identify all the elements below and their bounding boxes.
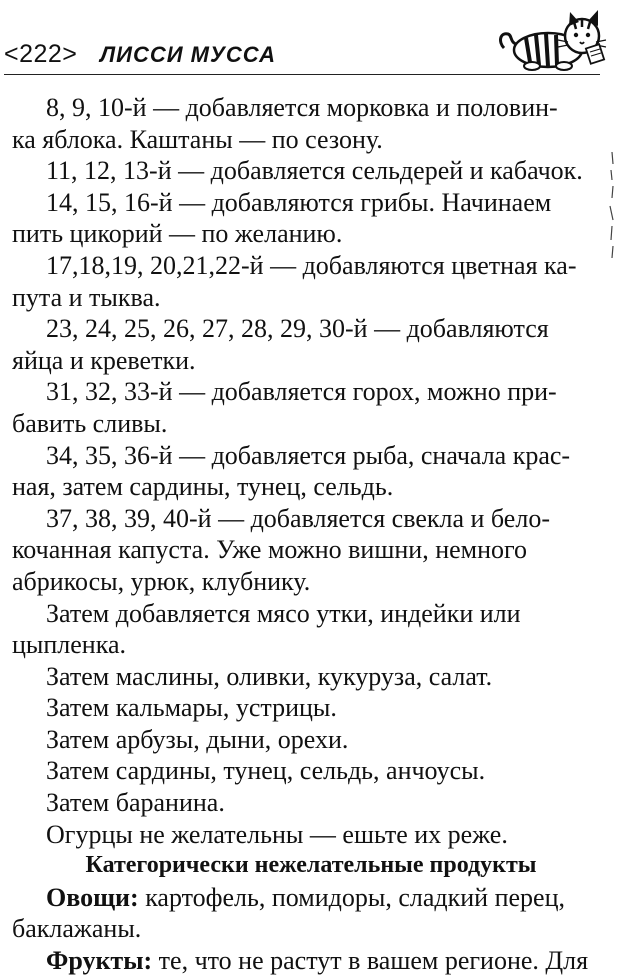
text-line: яйца и креветки.: [12, 345, 196, 375]
category-term: Овощи:: [46, 882, 139, 912]
running-title: ЛИССИ МУССА: [100, 42, 276, 67]
text-line: ная, затем сардины, тунец, сельдь.: [12, 472, 394, 502]
text-line: Затем добавляется мясо утки, индейки или: [46, 598, 521, 628]
text-line: пить цикорий — по желанию.: [12, 219, 343, 249]
header-rule: [4, 74, 600, 75]
cat-icon: [496, 2, 608, 72]
page-header: [4, 30, 600, 76]
paragraph: [12, 250, 598, 313]
paragraph: [12, 440, 598, 503]
text-line: 31, 32, 33-й — добавляется горох, можно при-: [46, 377, 557, 407]
text-line: цыпленка.: [12, 630, 127, 660]
category-text: те, что не растут в вашем регионе. Для: [152, 946, 589, 976]
paragraph: [12, 692, 598, 724]
category-text: картофель, помидоры, сладкий перец,: [138, 882, 565, 912]
paragraph: [12, 787, 598, 819]
paragraph: [12, 819, 598, 851]
text-line: 8, 9, 10-й — добавляется морковка и половин-: [46, 93, 558, 122]
text-line: 23, 24, 25, 26, 27, 28, 29, 30-й — добавляются: [46, 314, 549, 344]
paragraph: [12, 155, 598, 187]
page-number: <222>: [4, 40, 78, 68]
text-line: Огурцы не желательны — ешьте их реже.: [46, 819, 508, 849]
text-line: пута и тыква.: [12, 282, 161, 312]
section-heading: Категорически нежелательные продукты: [85, 852, 537, 879]
text-line: Затем сардины, тунец, сельдь, анчоусы.: [46, 756, 486, 786]
paragraph: [12, 376, 598, 439]
paragraph: [12, 92, 598, 155]
text-line: ка яблока. Каштаны — по сезону.: [12, 124, 383, 154]
category-paragraph: [12, 882, 598, 945]
body-text: [12, 92, 598, 977]
text-line: абрикосы, урюк, клубнику.: [12, 566, 311, 596]
text-line: Затем кальмары, устрицы.: [46, 693, 337, 723]
text-line: 11, 12, 13-й — добавляется сельдерей и кабачок.: [46, 156, 583, 186]
category-paragraph: [12, 945, 598, 977]
text-line: 14, 15, 16-й — добавляются грибы. Начинаем: [46, 187, 552, 217]
paragraph: [12, 187, 598, 250]
category-term: Фрукты:: [46, 946, 153, 976]
paragraph: [12, 755, 598, 787]
text-line: 17,18,19, 20,21,22-й — добавляются цветная ка-: [46, 250, 577, 280]
paragraph: [12, 313, 598, 376]
paragraph: [12, 503, 598, 598]
text-line: Затем маслины, оливки, кукуруза, салат.: [46, 661, 493, 691]
paragraph: [12, 598, 598, 661]
paragraph: [12, 724, 598, 756]
text-line: Затем арбузы, дыни, орехи.: [46, 724, 349, 754]
text-line: баклажаны.: [12, 914, 142, 944]
text-line: [12, 882, 598, 914]
paragraph: [12, 661, 598, 693]
text-line: Затем баранина.: [46, 788, 225, 818]
text-line: 37, 38, 39, 40-й — добавляется свекла и бело-: [46, 503, 550, 533]
text-line: кочанная капуста. Уже можно вишни, немного: [12, 535, 528, 565]
text-line: 34, 35, 36-й — добавляется рыба, сначала крас-: [46, 440, 571, 470]
margin-scan-artifact: [606, 150, 618, 260]
text-line: бавить сливы.: [12, 408, 168, 438]
text-line: [12, 945, 598, 977]
